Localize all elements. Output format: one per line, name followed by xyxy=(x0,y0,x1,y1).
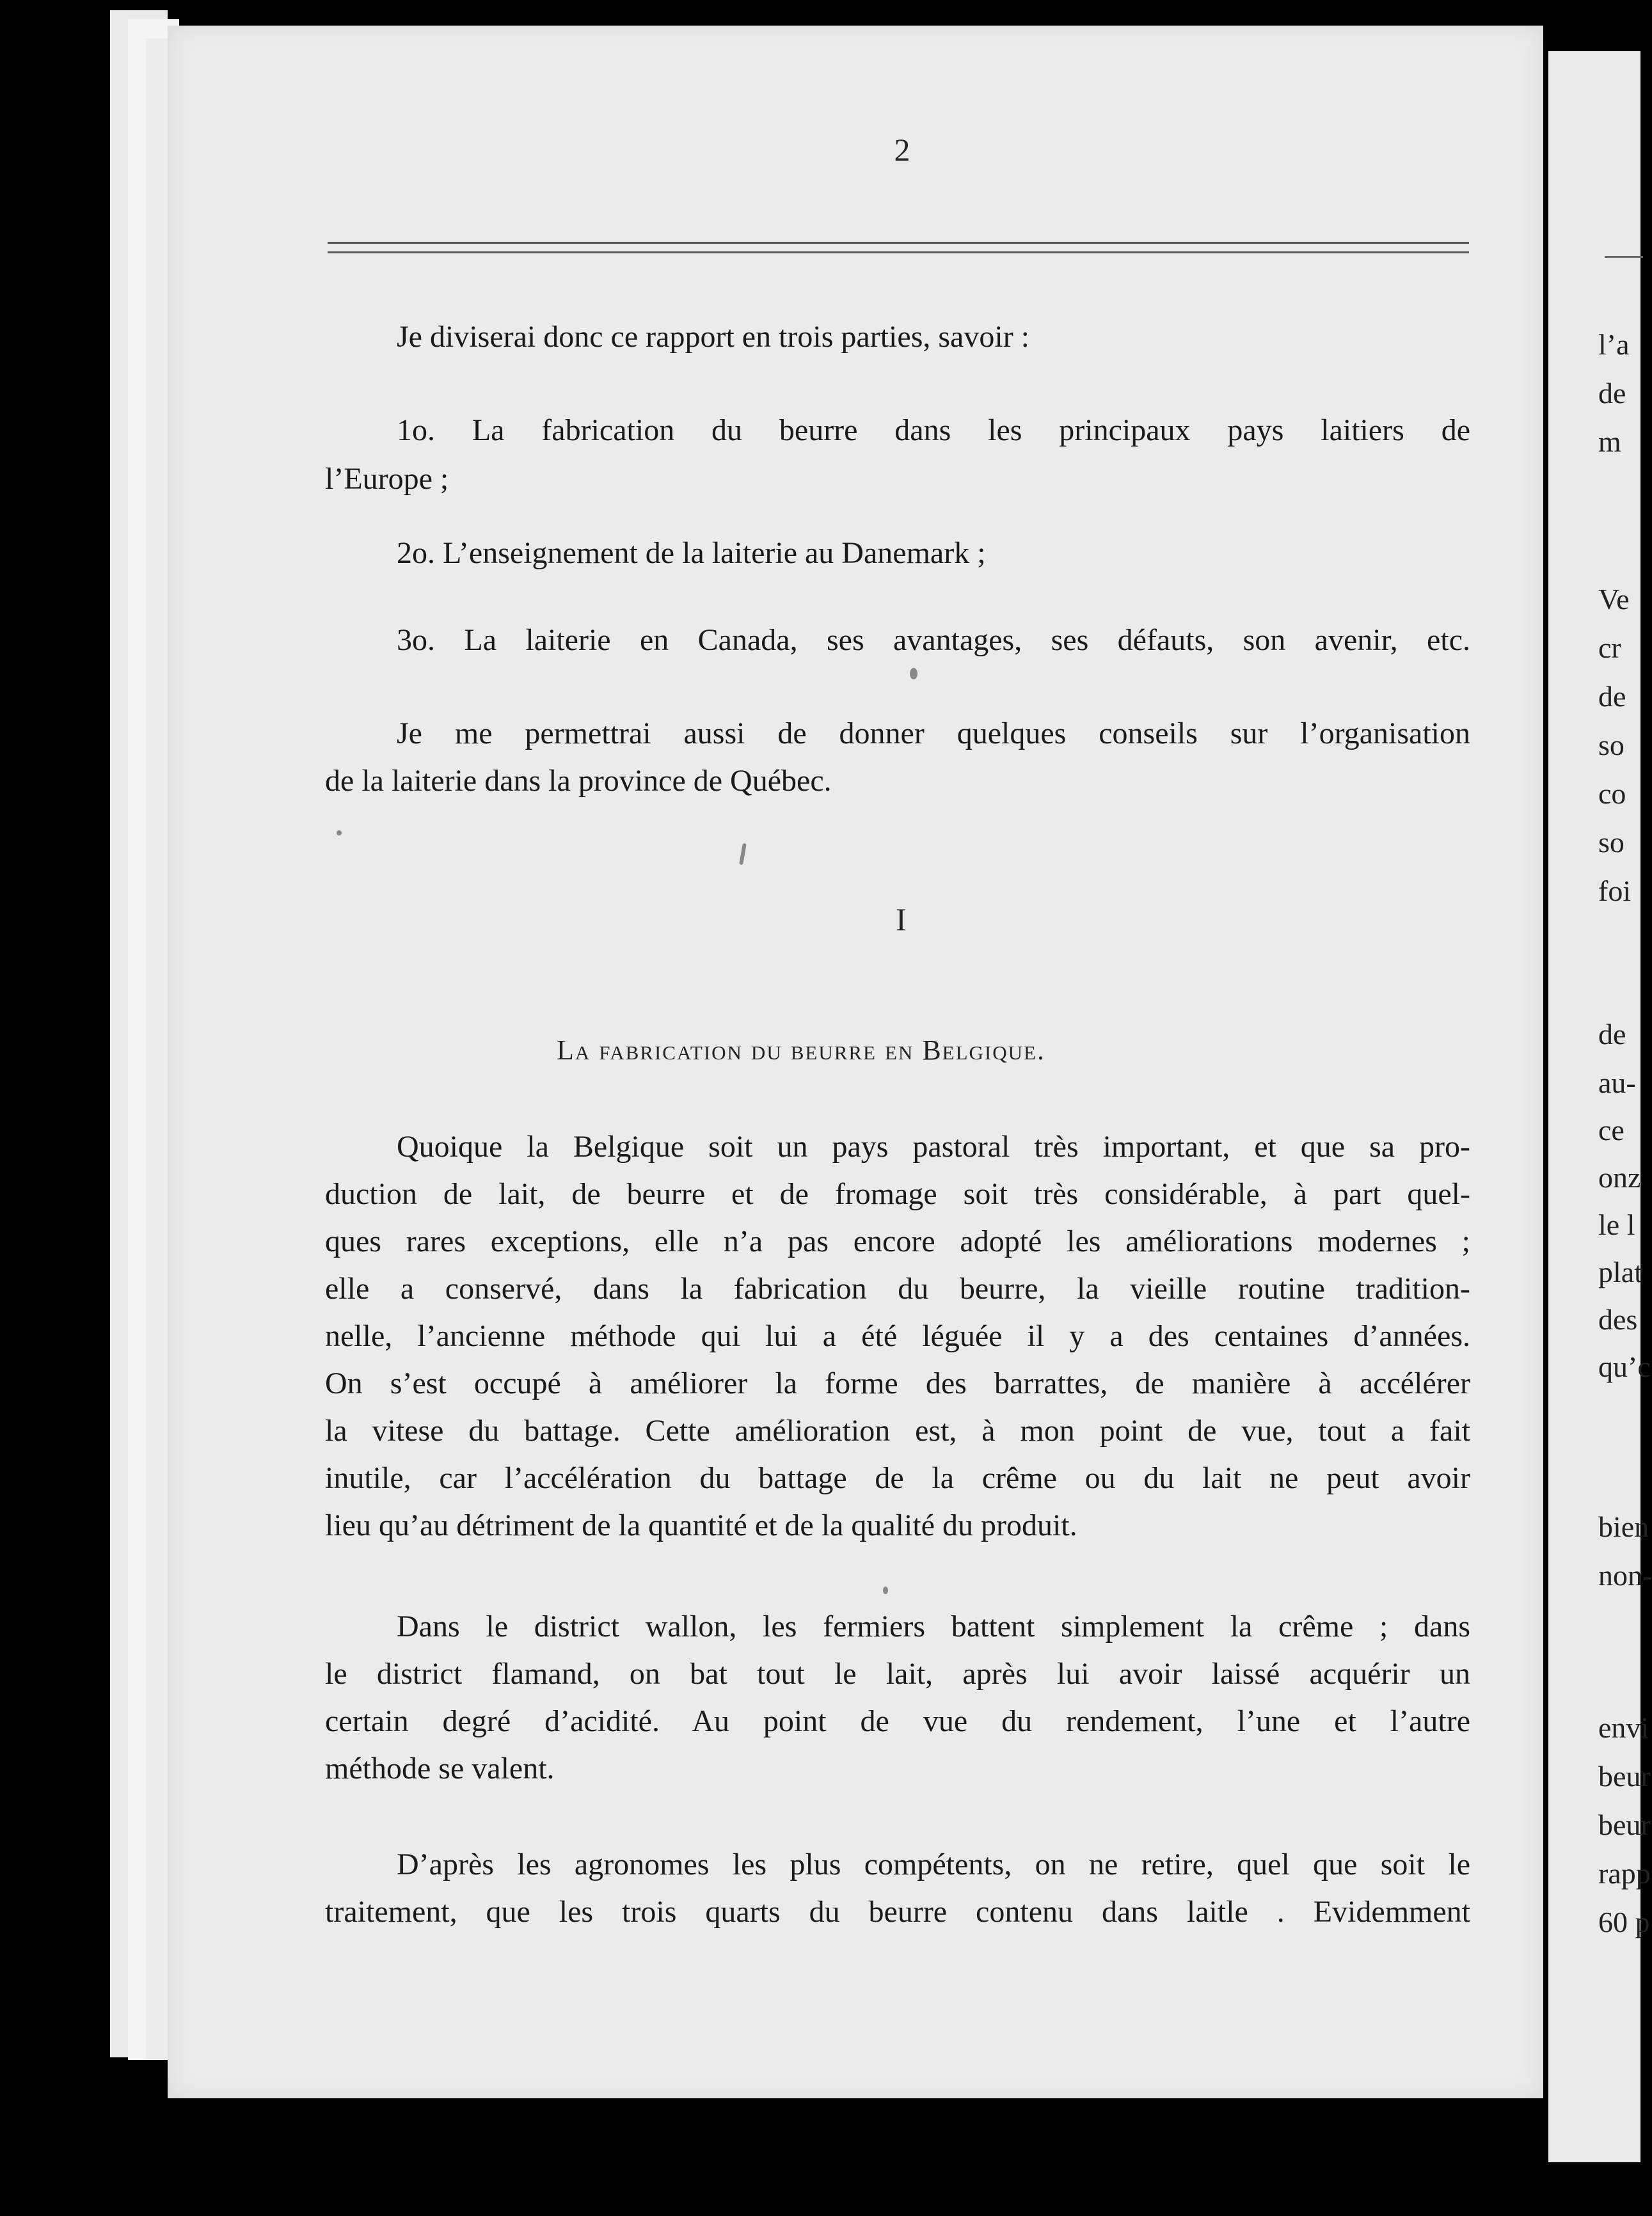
adjacent-text-fragment: 60 p xyxy=(1598,1906,1650,1938)
adjacent-text-fragment: le l xyxy=(1598,1208,1635,1241)
section-heading: La fabrication du beurre en Belgique. xyxy=(557,1034,1045,1066)
paragraph-line: certain degré d’acidité. Au point de vue du rendement, l’une et l’autre xyxy=(325,1704,1470,1738)
adjacent-text-fragment: de xyxy=(1598,377,1626,409)
adjacent-text-fragment: so xyxy=(1598,729,1624,761)
paragraph-line: Quoique la Belgique soit un pays pastoral très important, et que sa pro- xyxy=(397,1130,1470,1164)
adjacent-text-fragment: envi xyxy=(1598,1711,1649,1744)
adjacent-text-fragment: onz xyxy=(1598,1161,1641,1194)
adjacent-text-fragment: rapp xyxy=(1598,1857,1651,1890)
adjacent-text-fragment: beur xyxy=(1598,1808,1651,1841)
adjacent-text-fragment: au- xyxy=(1598,1066,1636,1099)
adjacent-text-fragment: so xyxy=(1598,826,1624,859)
paragraph-line: traitement, que les trois quarts du beurre contenu dans laitle . Evidemment xyxy=(325,1895,1470,1929)
ink-speck xyxy=(910,668,917,679)
adjacent-text-fragment: de xyxy=(1598,680,1626,713)
paragraph-line: elle a conservé, dans la fabrication du beurre, la vieille routine tradition- xyxy=(325,1272,1470,1306)
adjacent-text-fragment: bien xyxy=(1598,1510,1649,1543)
paragraph-line: On s’est occupé à améliorer la forme des barrattes, de manière à accélérer xyxy=(325,1366,1470,1400)
text-line: l’Europe ; xyxy=(325,462,449,496)
paragraph-line: duction de lait, de beurre et de fromage soit très considérable, à part quel- xyxy=(325,1177,1470,1211)
adjacent-text-fragment: beur xyxy=(1598,1760,1651,1793)
paragraph-line: inutile, car l’accélération du battage de la crême ou du lait ne peut avoir xyxy=(325,1461,1470,1495)
adjacent-text-fragment: Ve xyxy=(1598,583,1630,615)
paragraph-line: le district flamand, on bat tout le lait, après lui avoir laissé acquérir un xyxy=(325,1657,1470,1691)
adjacent-text-fragment: co xyxy=(1598,777,1626,810)
header-double-rule xyxy=(328,242,1469,253)
paragraph-line: Dans le district wallon, les fermiers battent simplement la crême ; dans xyxy=(397,1610,1470,1643)
adjacent-text-fragment: des xyxy=(1598,1303,1638,1336)
adjacent-text-fragment: plat xyxy=(1598,1256,1642,1288)
paragraph-line: ques rares exceptions, elle n’a pas encore adopté les améliorations modernes ; xyxy=(325,1224,1470,1258)
page-number: 2 xyxy=(894,132,910,168)
text-line: de la laiterie dans la province de Québec. xyxy=(325,764,832,798)
adjacent-page-rule xyxy=(1605,256,1643,258)
paragraph-line: méthode se valent. xyxy=(325,1752,555,1785)
paragraph-line: D’après les agronomes les plus compétents, on ne retire, quel que soit le xyxy=(397,1848,1470,1881)
adjacent-page xyxy=(1548,51,1652,2162)
section-numeral: I xyxy=(896,901,907,937)
text-line: Je diviserai donc ce rapport en trois parties, savoir : xyxy=(397,320,1030,354)
ink-speck xyxy=(337,830,342,835)
adjacent-text-fragment: l’a xyxy=(1598,328,1630,361)
adjacent-text-fragment: de xyxy=(1598,1018,1626,1050)
adjacent-text-fragment: qu’c xyxy=(1598,1350,1651,1383)
text-line: 1o. La fabrication du beurre dans les principaux pays laitiers de xyxy=(397,413,1470,447)
text-line: 3o. La laiterie en Canada, ses avantages, ses défauts, son avenir, etc. xyxy=(397,623,1470,657)
adjacent-text-fragment: m xyxy=(1598,425,1621,458)
ink-speck xyxy=(883,1587,888,1594)
adjacent-text-fragment: ce xyxy=(1598,1114,1624,1146)
text-line: 2o. L’enseignement de la laiterie au Danemark ; xyxy=(397,536,986,570)
adjacent-text-fragment: foi xyxy=(1598,875,1632,907)
paragraph-line: la vitese du battage. Cette amélioration est, à mon point de vue, tout a fait xyxy=(325,1414,1470,1448)
adjacent-text-fragment: non- xyxy=(1598,1559,1652,1592)
text-line: Je me permettrai aussi de donner quelques conseils sur l’organisation xyxy=(397,716,1470,750)
adjacent-text-fragment: cr xyxy=(1598,631,1621,664)
paragraph-line: nelle, l’ancienne méthode qui lui a été léguée il y a des centaines d’années. xyxy=(325,1319,1470,1353)
paragraph-line: lieu qu’au détriment de la quantité et de la qualité du produit. xyxy=(325,1508,1077,1542)
